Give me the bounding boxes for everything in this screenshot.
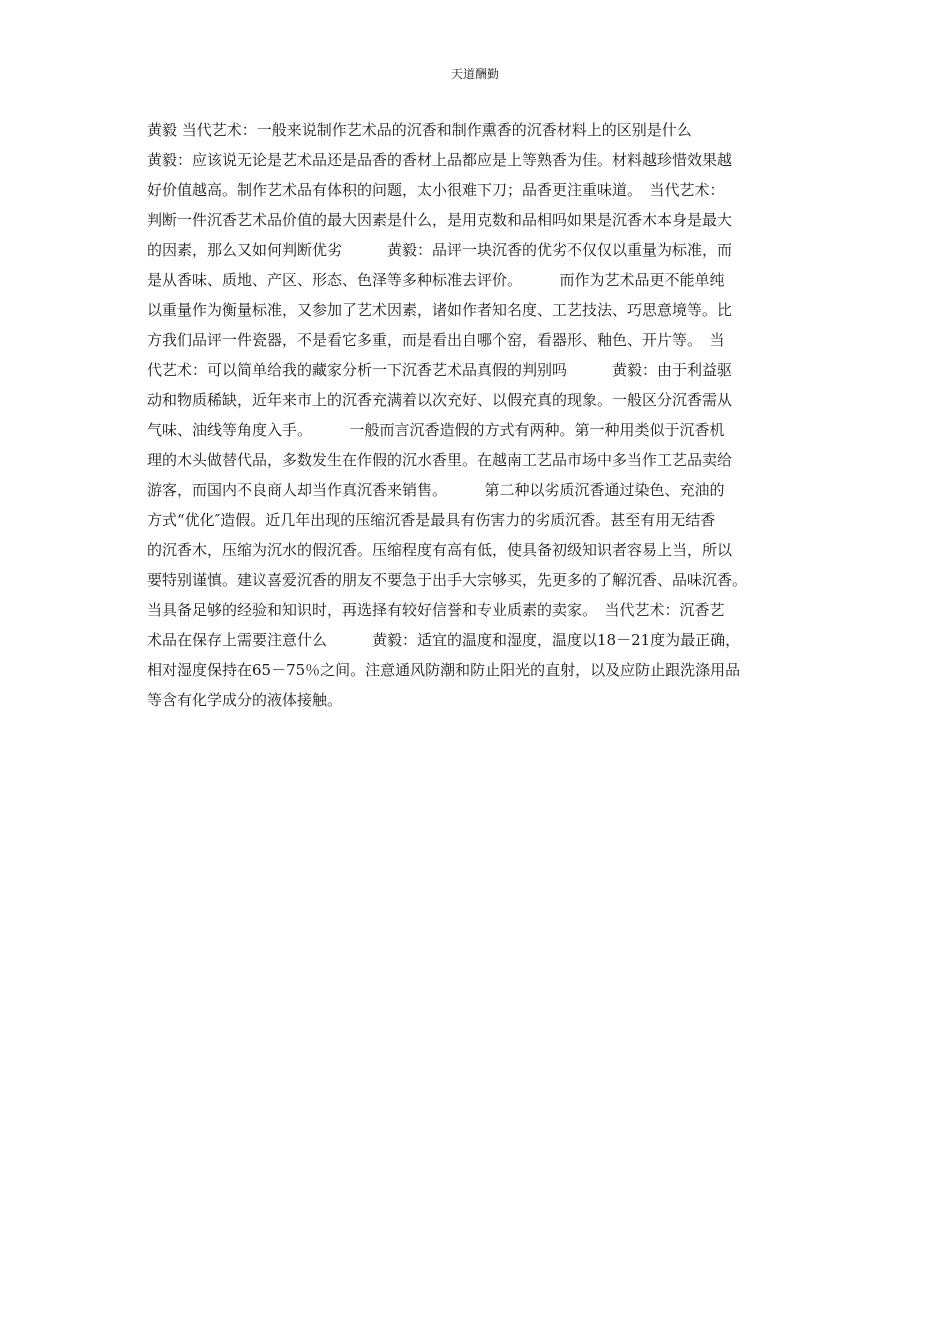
text-line: 游客，而国内不良商人却当作真沉香来销售。 第二种以劣质沉香通过染色、充油的 [147,481,725,499]
text-line: 术品在保存上需要注意什么 黄毅：适宜的温度和湿度，温度以18－21度为最正确， [147,631,741,649]
text-line: 方式“优化″造假。近几年出现的压缩沉香是最具有伤害力的劣质沉香。甚至有用无结香 [147,511,716,529]
text-line: 的因素，那么又如何判断优劣 黄毅：品评一块沉香的优劣不仅仅以重量为标准，而 [147,241,733,259]
text-line: 相对湿度保持在65－75％之间。注意通风防潮和防止阳光的直射，以及应防止跟洗涤用品 [147,661,741,679]
text-line: 要特别谨慎。建议喜爱沉香的朋友不要急于出手大宗够买，先更多的了解沉香、品味沉香。 [147,571,748,589]
page-header: 天道酬勤 [450,67,499,81]
text-line: 黄毅：应该说无论是艺术品还是品香的香材上品都应是上等熟香为佳。材料越珍惜效果越 [147,151,733,169]
text-line: 的沉香木，压缩为沉水的假沉香。压缩程度有高有低，使具备初级知识者容易上当，所以 [147,541,733,559]
text-line: 当具备足够的经验和知识时，再选择有较好信誉和专业质素的卖家。 当代艺术：沉香艺 [147,601,725,619]
text-line: 以重量作为衡量标准，又参加了艺术因素，诸如作者知名度、工艺技法、巧思意境等。比 [147,301,733,319]
text-line: 等含有化学成分的液体接触。 [147,691,343,709]
text-line: 方我们品评一件瓷器，不是看它多重，而是看出自哪个窑，看器形、釉色、开片等。 当 [147,331,725,349]
text-line: 动和物质稀缺，近年来市上的沉香充满着以次充好、以假充真的现象。一般区分沉香需从 [147,391,733,409]
text-line: 气味、油线等角度入手。 一般而言沉香造假的方式有两种。第一种用类似于沉香机 [147,421,725,439]
text-line: 好价值越高。制作艺术品有体积的问题，太小很难下刀；品香更注重味道。 当代艺术： [147,181,725,199]
text-line: 是从香味、质地、产区、形态、色泽等多种标准去评价。 而作为艺术品更不能单纯 [147,271,725,289]
text-line: 代艺术：可以简单给我的藏家分析一下沉香艺术品真假的判别吗 黄毅：由于利益驱 [147,361,733,379]
text-line: 黄毅 当代艺术：一般来说制作艺术品的沉香和制作熏香的沉香材料上的区别是什么 [147,121,692,139]
text-line: 判断一件沉香艺术品价值的最大因素是什么，是用克数和品相吗如果是沉香木本身是最大 [147,211,733,229]
article-body [147,115,827,715]
text-line: 理的木头做替代品，多数发生在作假的沉水香里。在越南工艺品市场中多当作工艺品卖给 [147,451,733,469]
